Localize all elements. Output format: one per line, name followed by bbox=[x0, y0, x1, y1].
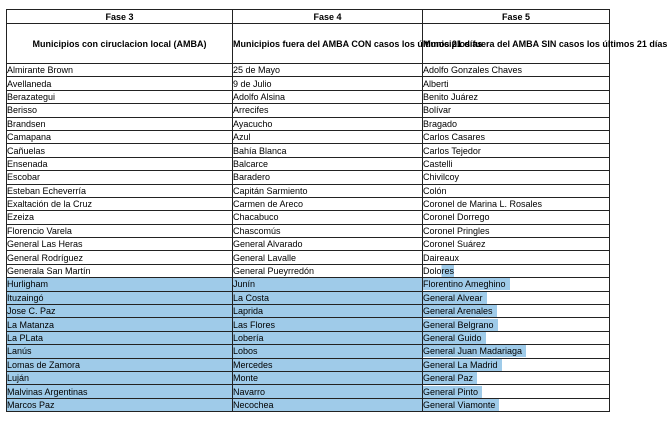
fase-5-municipio: Dolores bbox=[423, 266, 455, 277]
fase-3-municipio-cell[interactable] bbox=[7, 385, 233, 398]
fase-4-municipio-cell[interactable] bbox=[233, 385, 423, 398]
fase-4-municipio-cell[interactable] bbox=[233, 184, 423, 197]
fase-5-municipio: Benito Juárez bbox=[423, 91, 479, 102]
fase-4-municipio: Ayacucho bbox=[233, 118, 273, 129]
fase-4-municipio-cell[interactable] bbox=[233, 211, 423, 224]
fase-5-municipio-cell[interactable] bbox=[423, 371, 610, 384]
fase-3-municipio: Berisso bbox=[7, 105, 38, 116]
fase-4-municipio-cell[interactable] bbox=[233, 224, 423, 237]
fase-5-municipio: Daireaux bbox=[423, 252, 460, 263]
amba-description: Municipios con ciruclacion local (AMBA) bbox=[7, 24, 233, 64]
fase-3-municipio: Hurligham bbox=[7, 279, 49, 290]
table-row bbox=[7, 385, 610, 398]
fase-3-municipio: Generala San Martín bbox=[7, 266, 91, 277]
phase-5-header: Fase 5 bbox=[423, 10, 610, 24]
fase-3-municipio-cell[interactable] bbox=[7, 318, 233, 331]
fase-3-municipio: Marcos Paz bbox=[7, 399, 55, 410]
fase-4-municipio: Mercedes bbox=[233, 359, 273, 370]
table-row bbox=[7, 90, 610, 103]
fase-4-municipio: Arrecifes bbox=[233, 105, 269, 116]
fase-5-municipio-cell[interactable] bbox=[423, 171, 610, 184]
fase-3-municipio: Cañuelas bbox=[7, 145, 46, 156]
fase-3-municipio: Brandsen bbox=[7, 118, 46, 129]
fase-3-municipio: La Matanza bbox=[7, 319, 55, 330]
fase-4-municipio: Adolfo Alsina bbox=[233, 91, 286, 102]
fase-3-municipio: Lanús bbox=[7, 346, 32, 357]
fase-5-municipio: Chivilcoy bbox=[423, 172, 460, 183]
fase-4-municipio: Baradero bbox=[233, 172, 271, 183]
fase-4-municipio: Necochea bbox=[233, 399, 274, 410]
fase-3-municipio-cell[interactable] bbox=[7, 358, 233, 371]
table-row bbox=[7, 117, 610, 130]
fase-4-municipio: Capitán Sarmiento bbox=[233, 185, 308, 196]
fase-3-municipio: Camapana bbox=[7, 132, 52, 143]
fase-5-municipio: Carlos Casares bbox=[423, 132, 486, 143]
fase-5-municipio-cell[interactable] bbox=[423, 345, 610, 358]
fase-5-municipio-cell[interactable] bbox=[423, 211, 610, 224]
fase-5-municipio-cell[interactable] bbox=[423, 331, 610, 344]
table-row bbox=[7, 264, 610, 277]
fase-3-municipio-cell[interactable] bbox=[7, 157, 233, 170]
fase-4-municipio-cell[interactable] bbox=[233, 398, 423, 411]
table-row bbox=[7, 211, 610, 224]
fase-3-municipio: Florencio Varela bbox=[7, 225, 72, 236]
fase-4-municipio: Carmen de Areco bbox=[233, 199, 304, 210]
table-row bbox=[7, 104, 610, 117]
fase-5-municipio-cell[interactable] bbox=[423, 197, 610, 210]
fase-5-municipio-cell[interactable] bbox=[423, 184, 610, 197]
fase-5-municipio-cell[interactable] bbox=[423, 224, 610, 237]
fase-4-municipio: 25 de Mayo bbox=[233, 65, 281, 76]
phase-3-header: Fase 3 bbox=[7, 10, 233, 24]
fase-5-municipio: Bolívar bbox=[423, 105, 452, 116]
fase-4-municipio: Balcarce bbox=[233, 158, 269, 169]
fase-5-municipio-cell[interactable] bbox=[423, 77, 610, 90]
fase-3-municipio: Jose C. Paz bbox=[7, 306, 56, 317]
table-row bbox=[7, 171, 610, 184]
fase-3-municipio-cell[interactable] bbox=[7, 171, 233, 184]
fase-3-municipio-cell[interactable] bbox=[7, 251, 233, 264]
fase-4-municipio-cell[interactable] bbox=[233, 171, 423, 184]
fase-5-municipio-cell[interactable] bbox=[423, 251, 610, 264]
fase-5-municipio: General Belgrano bbox=[423, 319, 498, 331]
fase-4-municipio-cell[interactable] bbox=[233, 278, 423, 291]
fase-3-municipio: La PLata bbox=[7, 333, 44, 343]
fase-4-municipio-cell[interactable] bbox=[233, 144, 423, 157]
fase-3-municipio-cell[interactable] bbox=[7, 197, 233, 210]
fase-3-municipio: General Rodríguez bbox=[7, 252, 84, 263]
fase-3-municipio-cell[interactable] bbox=[7, 224, 233, 237]
fase-4-municipio: Lobos bbox=[233, 346, 258, 357]
fase-5-municipio-cell[interactable] bbox=[423, 264, 610, 277]
fase-4-municipio-cell[interactable] bbox=[233, 197, 423, 210]
fase-4-municipio-cell[interactable] bbox=[233, 264, 423, 277]
fase-4-municipio: General Pueyrredón bbox=[233, 266, 315, 277]
table-row bbox=[7, 398, 610, 411]
fase-4-municipio-cell[interactable] bbox=[233, 117, 423, 130]
description-header-row bbox=[7, 24, 610, 64]
fase-5-municipio-cell[interactable] bbox=[423, 90, 610, 103]
fase-3-municipio-cell[interactable] bbox=[7, 184, 233, 197]
table-row bbox=[7, 130, 610, 143]
fase-3-municipio: Lomas de Zamora bbox=[7, 359, 81, 370]
fase-5-municipio: Coronel Pringles bbox=[423, 225, 490, 236]
fase-5-municipio: General Juan Madariaga bbox=[423, 345, 526, 357]
fase-4-municipio: General Lavalle bbox=[233, 252, 297, 263]
fase-5-municipio: General Pinto bbox=[423, 386, 482, 398]
table-row bbox=[7, 358, 610, 371]
fase-3-municipio-cell[interactable] bbox=[7, 278, 233, 291]
table-row bbox=[7, 224, 610, 237]
fase-5-municipio: Colón bbox=[423, 185, 447, 196]
fase-5-municipio: Bragado bbox=[423, 118, 458, 129]
fase-5-municipio: Coronel Dorrego bbox=[423, 212, 490, 223]
fase-3-municipio-cell[interactable] bbox=[7, 371, 233, 384]
fase-5-municipio: Florentino Ameghino bbox=[423, 278, 510, 290]
fase-4-municipio-cell[interactable] bbox=[233, 291, 423, 304]
fase-5-municipio-cell[interactable] bbox=[423, 278, 610, 291]
fase-3-municipio-cell[interactable] bbox=[7, 144, 233, 157]
municipios-table bbox=[6, 9, 667, 412]
fase-4-municipio: Monte bbox=[233, 373, 259, 384]
fase-4-municipio: 9 de Julio bbox=[233, 78, 272, 89]
fase-3-municipio: Avellaneda bbox=[7, 78, 52, 89]
fase-5-municipio-cell[interactable] bbox=[423, 144, 610, 157]
table-row bbox=[7, 291, 610, 304]
fase-4-municipio-cell[interactable] bbox=[233, 238, 423, 251]
table-row bbox=[7, 64, 610, 77]
table-row bbox=[7, 157, 610, 170]
table-row bbox=[7, 305, 610, 318]
table-row bbox=[7, 345, 610, 358]
fase-4-municipio-cell[interactable] bbox=[233, 345, 423, 358]
fase-5-municipio-cell[interactable] bbox=[423, 64, 610, 77]
fase-3-municipio: Berazategui bbox=[7, 91, 56, 102]
fase-4-municipio-cell[interactable] bbox=[233, 371, 423, 384]
fase-5-municipio: General Paz bbox=[423, 372, 477, 384]
fase-4-municipio: Las Flores bbox=[233, 319, 276, 330]
fase-4-municipio-cell[interactable] bbox=[233, 251, 423, 264]
fase-3-municipio-cell[interactable] bbox=[7, 117, 233, 130]
fase-3-municipio-cell[interactable] bbox=[7, 90, 233, 103]
fase-3-municipio-cell[interactable] bbox=[7, 77, 233, 90]
fase-4-municipio: Azul bbox=[233, 132, 251, 143]
fase-5-municipio: Carlos Tejedor bbox=[423, 145, 481, 156]
table-row bbox=[7, 371, 610, 384]
fase-4-municipio-cell[interactable] bbox=[233, 157, 423, 170]
fase-5-municipio: General Alvear bbox=[423, 292, 487, 304]
fase-5-municipio: General Viamonte bbox=[423, 399, 499, 411]
sin-casos-description: Municipios fuera del AMBA SIN casos los últimos 21 días bbox=[423, 24, 610, 64]
fase-4-municipio-cell[interactable] bbox=[233, 318, 423, 331]
fase-3-municipio-cell[interactable] bbox=[7, 238, 233, 251]
fase-4-municipio-cell[interactable] bbox=[233, 77, 423, 90]
fase-5-municipio: Alberti bbox=[423, 78, 449, 89]
table-row bbox=[7, 197, 610, 210]
fase-4-municipio-cell[interactable] bbox=[233, 90, 423, 103]
fase-5-municipio: Castelli bbox=[423, 158, 453, 169]
fase-3-municipio-cell[interactable] bbox=[7, 130, 233, 143]
fase-5-municipio-cell[interactable] bbox=[423, 358, 610, 371]
fase-4-municipio: La Costa bbox=[233, 292, 270, 303]
fase-4-municipio: Chascomús bbox=[233, 225, 281, 236]
fase-3-municipio: Almirante Brown bbox=[7, 65, 74, 76]
fase-5-municipio-cell[interactable] bbox=[423, 398, 610, 411]
fase-3-municipio-cell[interactable] bbox=[7, 64, 233, 77]
fase-4-municipio: General Alvarado bbox=[233, 239, 303, 250]
fase-5-municipio-cell[interactable] bbox=[423, 130, 610, 143]
table-row bbox=[7, 318, 610, 331]
fase-5-municipio: General Arenales bbox=[423, 305, 497, 317]
table-row bbox=[7, 77, 610, 90]
fase-5-municipio-cell[interactable] bbox=[423, 305, 610, 318]
fase-3-municipio: General Las Heras bbox=[7, 239, 83, 250]
table-row bbox=[7, 238, 610, 251]
fase-3-municipio: Luján bbox=[7, 373, 30, 384]
fase-3-municipio-cell[interactable] bbox=[7, 291, 233, 304]
table-body bbox=[7, 64, 610, 412]
fase-4-municipio: Lobería bbox=[233, 333, 264, 343]
table-row bbox=[7, 144, 610, 157]
fase-3-municipio: Escobar bbox=[7, 172, 41, 183]
fase-4-municipio-cell[interactable] bbox=[233, 358, 423, 371]
fase-4-municipio: Junín bbox=[233, 279, 256, 290]
fase-5-municipio-cell[interactable] bbox=[423, 318, 610, 331]
fase-3-municipio-cell[interactable] bbox=[7, 398, 233, 411]
fase-5-municipio: Coronel de Marina L. Rosales bbox=[423, 199, 543, 210]
fase-3-municipio: Esteban Echeverría bbox=[7, 185, 87, 196]
table-row bbox=[7, 278, 610, 291]
fase-5-municipio: General La Madrid bbox=[423, 359, 502, 371]
fase-5-municipio: Coronel Suárez bbox=[423, 239, 486, 250]
fase-5-municipio-cell[interactable] bbox=[423, 157, 610, 170]
fase-4-municipio-cell[interactable] bbox=[233, 305, 423, 318]
phase-4-header: Fase 4 bbox=[233, 10, 423, 24]
fase-4-municipio: Chacabuco bbox=[233, 212, 279, 223]
fase-4-municipio-cell[interactable] bbox=[233, 130, 423, 143]
fase-3-municipio-cell[interactable] bbox=[7, 305, 233, 318]
fase-3-municipio-cell[interactable] bbox=[7, 264, 233, 277]
fase-5-municipio-cell[interactable] bbox=[423, 104, 610, 117]
fase-3-municipio-cell[interactable] bbox=[7, 211, 233, 224]
fase-3-municipio-cell[interactable] bbox=[7, 331, 233, 344]
fase-4-municipio-cell[interactable] bbox=[233, 64, 423, 77]
fase-5-municipio-cell[interactable] bbox=[423, 291, 610, 304]
phase-header-row bbox=[7, 10, 610, 24]
fase-3-municipio-cell[interactable] bbox=[7, 104, 233, 117]
table-row bbox=[7, 331, 610, 344]
fase-4-municipio: Navarro bbox=[233, 386, 266, 397]
fase-5-municipio: Adolfo Gonzales Chaves bbox=[423, 65, 523, 76]
fase-3-municipio: Ensenada bbox=[7, 158, 48, 169]
fase-5-municipio-cell[interactable] bbox=[423, 385, 610, 398]
fase-3-municipio: Ezeiza bbox=[7, 212, 35, 223]
fase-4-municipio-cell[interactable] bbox=[233, 331, 423, 344]
fase-3-municipio: Ituzaingó bbox=[7, 292, 44, 303]
con-casos-description: Municipios fuera del AMBA CON casos los últimos 21 días bbox=[233, 24, 423, 64]
fase-5-municipio-cell[interactable] bbox=[423, 117, 610, 130]
fase-4-municipio-cell[interactable] bbox=[233, 104, 423, 117]
fase-4-municipio: Laprida bbox=[233, 306, 264, 317]
fase-3-municipio-cell[interactable] bbox=[7, 345, 233, 358]
fase-4-municipio: Bahía Blanca bbox=[233, 145, 287, 156]
fase-5-municipio: General Guido bbox=[423, 332, 486, 344]
table-row bbox=[7, 184, 610, 197]
fase-3-municipio: Exaltación de la Cruz bbox=[7, 199, 93, 210]
fase-5-municipio-cell[interactable] bbox=[423, 238, 610, 251]
table-row bbox=[7, 251, 610, 264]
fase-3-municipio: Malvinas Argentinas bbox=[7, 386, 88, 397]
